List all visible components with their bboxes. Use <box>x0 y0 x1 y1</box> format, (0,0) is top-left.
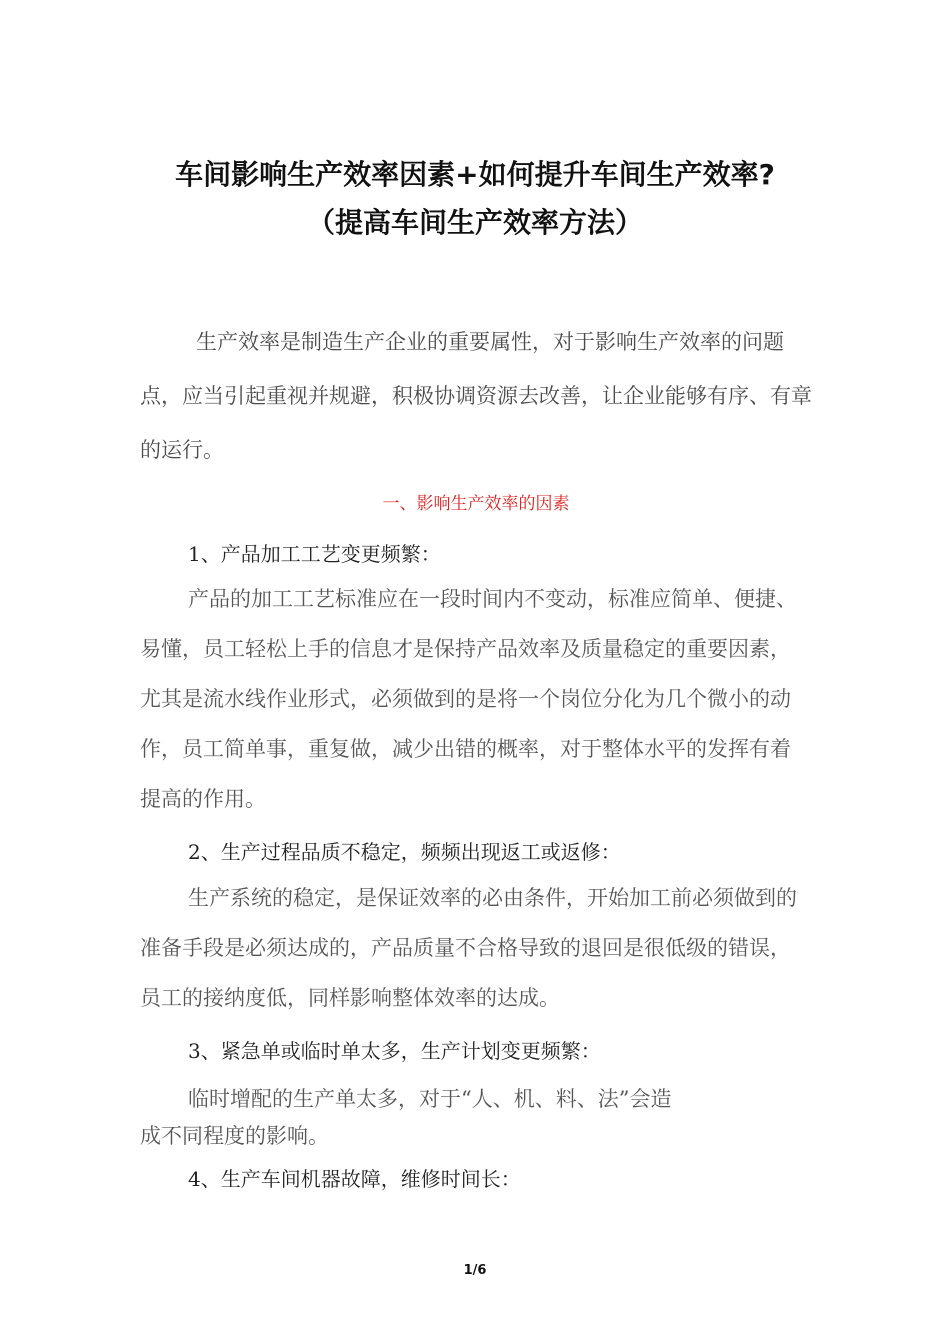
document-title-line2: （提高车间生产效率方法） <box>306 206 643 239</box>
page-number: 1/6 <box>463 1263 487 1278</box>
section-heading: 一、影响生产效率的因素 <box>382 494 570 514</box>
item-1-heading: 1、产品加工工艺变更频繁： <box>188 542 441 566</box>
item-3-body-line1: 临时增配的生产单太多，对于“人、机、料、法”会造 <box>188 1087 672 1111</box>
item-2-body: 生产系统的稳定，是保证效率的必由条件，开始加工前必须做到的准备手段是必须达成的，产品质量不合格导致的退回是很低级的错误，员工的接纳度低，同样影响整体效率的达成。 <box>140 886 797 1010</box>
intro-paragraph: 生产效率是制造生产企业的重要属性，对于影响生产效率的问题点，应当引起重视并规避，积极协调资源去改善，让企业能够有序、有章的运行。 <box>140 330 812 462</box>
item-4-heading: 4、生产车间机器故障，维修时间长： <box>188 1167 521 1191</box>
item-3-heading: 3、紧急单或临时单太多，生产计划变更频繁： <box>188 1039 601 1063</box>
document-title-line1: 车间影响生产效率因素+如何提升车间生产效率? <box>175 158 775 191</box>
item-1-body: 产品的加工工艺标准应在一段时间内不变动，标准应简单、便捷、易懂，员工轻松上手的信息才是保持产品效率及质量稳定的重要因素，尤其是流水线作业形式，必须做到的是将一个岗位分化为几个微小的动作，员工简单事，重复做，减少出错的概率，对于整体水平的发挥有着提高的作用。 <box>140 587 797 811</box>
item-3-body-line2: 成不同程度的影响。 <box>140 1124 329 1148</box>
item-2-heading: 2、生产过程品质不稳定，频频出现返工或返修： <box>188 840 621 864</box>
